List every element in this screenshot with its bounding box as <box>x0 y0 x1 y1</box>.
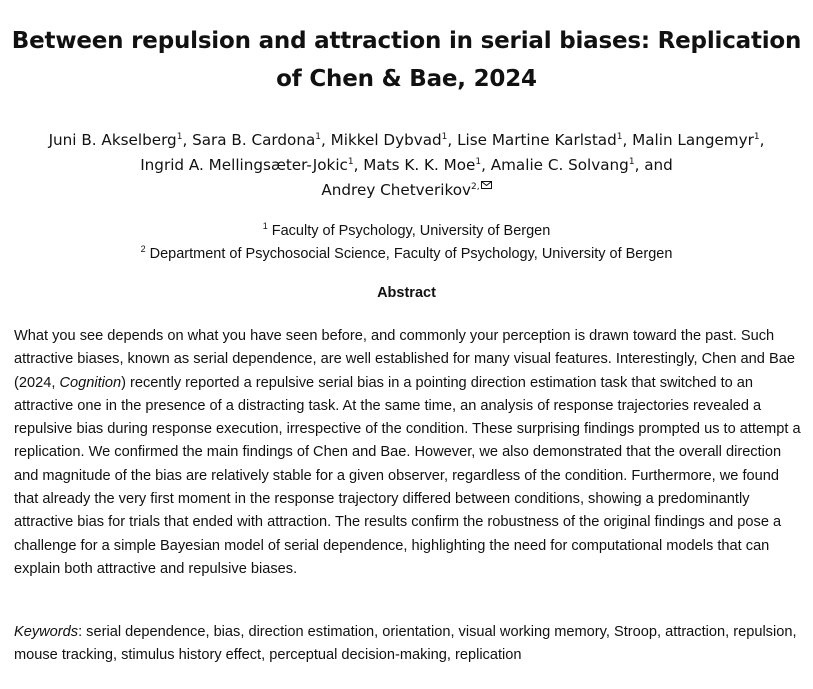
author-corresponding: Andrey Chetverikov$^{2,}$ <box>321 181 491 199</box>
abstract-heading: Abstract <box>377 285 436 301</box>
author-list <box>6 128 807 203</box>
author: Malin Langemyr$^1$, <box>632 131 765 149</box>
affiliation: $^1$ Faculty of Psychology, University of Bergen <box>262 221 551 239</box>
author: Lise Martine Karlstad$^1$, <box>457 131 633 149</box>
affiliation: $^2$ Department of Psychosocial Science, Faculty of Psychology, University of Bergen <box>140 244 673 262</box>
paper-title: Between repulsion and attraction in serial biases: Replication of Chen & Bae, 2024 <box>11 28 802 92</box>
author: Juni B. Akselberg$^1$, <box>48 131 193 149</box>
author: Mikkel Dybvad$^1$, <box>330 131 458 149</box>
author: Mats K. K. Moe$^1$, <box>363 156 491 174</box>
affiliation-list <box>10 220 803 266</box>
keywords-text: : serial dependence, bias, direction estimation, orientation, visual working memory, Stroop, attraction, repulsion, mouse tracking, stimulus history effect, perceptual decision-making, replication <box>14 624 797 664</box>
keywords <box>14 621 804 668</box>
envelope-icon[interactable] <box>481 181 492 189</box>
abstract-text: What you see depends on what you have seen before, and commonly your perception is drawn toward the past. Such attractive biases, known as serial dependence, are well established for many visual features. Interestingly, Chen and Bae (2024, Cognition) recently reported a repulsive serial bias in a pointing direction estimation task that switched to an attractive one in the presence of a distracting task. At the same time, an analysis of response trajectories revealed a repulsive bias during response execution, irrespective of the condition. These surprising findings prompted us to attempt a replication. We confirmed the main findings of Chen and Bae. However, we also demonstrated that the overall direction and magnitude of the bias are relatively stable for a given observer, regardless of the condition. Furthermore, we found that already the very first moment in the response trajectory differed between conditions, showing a predominantly attractive bias for trials that ended with attraction. The results confirm the robustness of the original findings and pose a challenge for a simple Bayesian model of serial dependence, highlighting the need for computational models that can explain both attractive and repulsive biases. <box>14 328 801 577</box>
journal-name: Cognition <box>59 374 122 391</box>
author: Amalie C. Solvang$^1$, and <box>490 156 673 174</box>
author: Sara B. Cardona$^1$, <box>192 131 331 149</box>
author: Ingrid A. Mellingsæter-Jokic$^1$, <box>140 156 364 174</box>
keywords-label: Keywords <box>14 624 79 640</box>
